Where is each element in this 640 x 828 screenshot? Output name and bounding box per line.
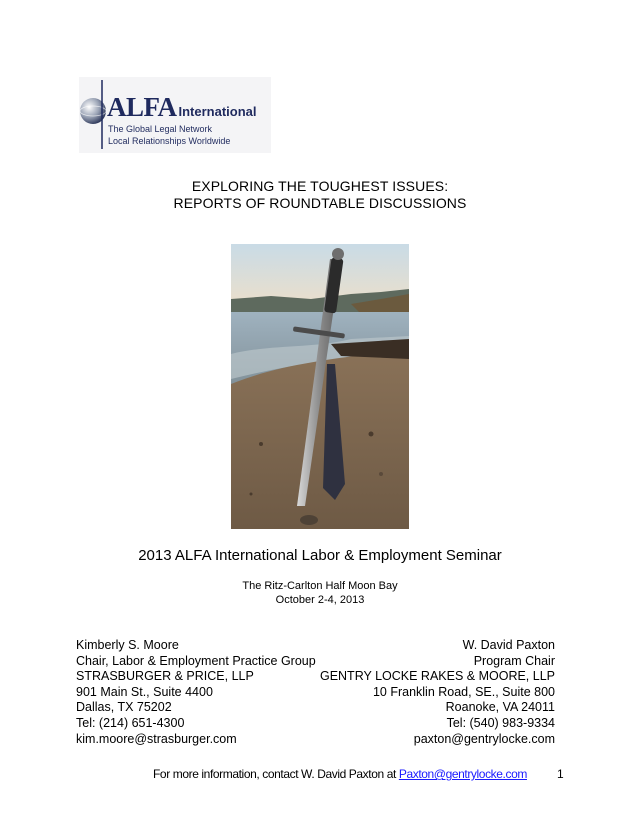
alfa-logo: [79, 77, 271, 153]
logo-tagline-1: The Global Legal Network: [108, 124, 213, 134]
contact-firm: STRASBURGER & PRICE, LLP: [76, 669, 254, 684]
contact-name: W. David Paxton: [462, 638, 555, 652]
contact-role: Program Chair: [473, 653, 555, 668]
contact-city: Roanoke, VA 24011: [445, 700, 555, 715]
cover-photo-sword-and-tie: [231, 244, 409, 529]
footer-email-link[interactable]: Paxton@gentrylocke.com: [398, 767, 527, 781]
contact-role: Chair, Labor & Employment Practice Group: [76, 653, 316, 668]
logo-tagline-2: Local Relationships Worldwide: [108, 136, 231, 146]
document-title-line-1: EXPLORING THE TOUGHEST ISSUES:: [191, 178, 449, 194]
contact-email: kim.moore@strasburger.com: [76, 731, 237, 746]
venue: The Ritz-Carlton Half Moon Bay: [242, 580, 398, 592]
footer-text: For more information, contact W. David Paxton at: [153, 767, 399, 781]
contact-phone: Tel: (540) 983-9334: [446, 715, 555, 730]
contact-email: paxton@gentrylocke.com: [413, 731, 555, 746]
document-title-line-2: REPORTS OF ROUNDTABLE DISCUSSIONS: [173, 195, 467, 211]
contact-address: 10 Franklin Road, SE., Suite 800: [372, 684, 555, 699]
contact-block-right: [320, 638, 555, 747]
contact-name: Kimberly S. Moore: [76, 638, 179, 652]
contact-block-left: [76, 638, 316, 747]
contact-firm: GENTRY LOCKE RAKES & MOORE, LLP: [319, 669, 555, 684]
contact-city: Dallas, TX 75202: [76, 700, 172, 715]
page-number: 1: [557, 767, 564, 781]
contact-address: 901 Main St., Suite 4400: [76, 684, 213, 699]
contact-phone: Tel: (214) 651-4300: [76, 715, 185, 730]
seminar-title: 2013 ALFA International Labor & Employment Seminar: [138, 547, 502, 564]
event-dates: October 2-4, 2013: [275, 594, 365, 606]
logo-brand: ALFA International: [107, 92, 257, 122]
footer-note: [153, 767, 527, 781]
